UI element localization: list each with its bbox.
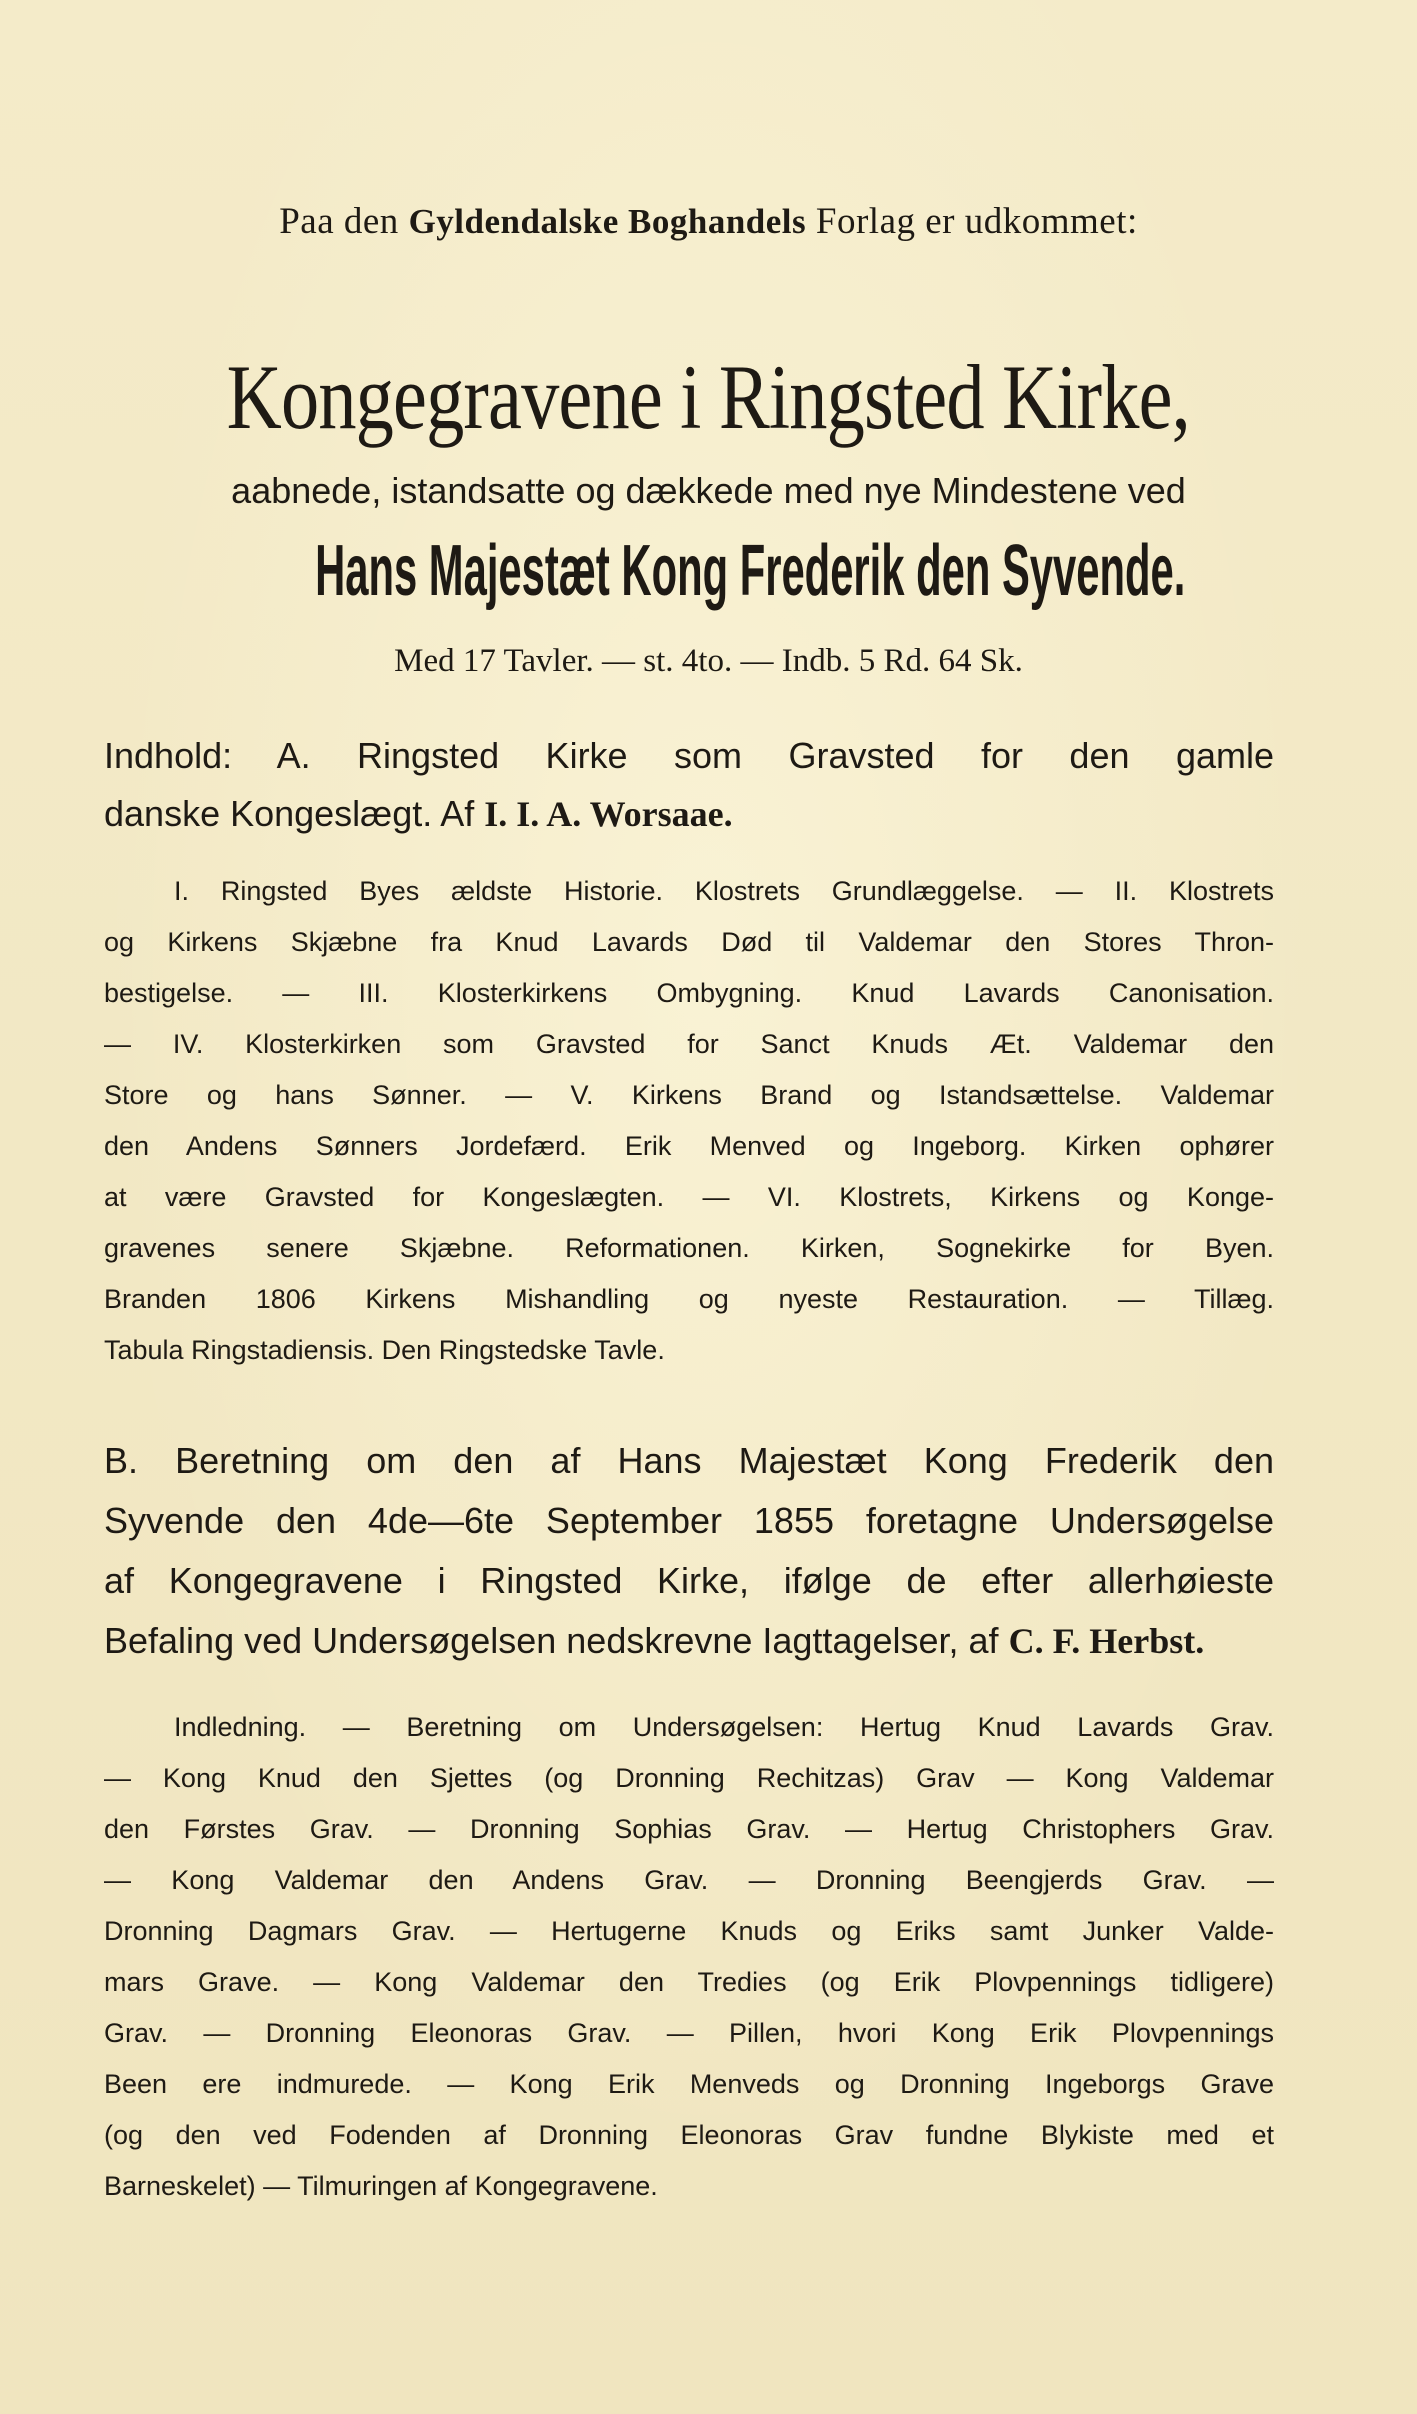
section-a-contents-line: gravenes senere Skjæbne. Reformationen. Kirken, Sognekirke for Byen. (104, 1233, 1274, 1263)
publisher-notice (0, 200, 1417, 243)
section-b-contents-line: — Kong Knud den Sjettes (og Dronning Rechitzas) Grav — Kong Valdemar (104, 1763, 1274, 1793)
section-a-contents-line: Store og hans Sønner. — V. Kirkens Brand og Istandsættelse. Valdemar (104, 1080, 1274, 1110)
section-a-heading-line-2 (104, 793, 1274, 835)
section-b-contents-line: (og den ved Fodenden af Dronning Eleonoras Grav fundne Blykiste med et (104, 2120, 1274, 2150)
section-b-author: C. F. Herbst. (1008, 1621, 1205, 1661)
section-b-contents-line: Indledning. — Beretning om Undersøgelsen: Hertug Knud Lavards Grav. (174, 1712, 1274, 1742)
section-b-contents-line: mars Grave. — Kong Valdemar den Tredies (og Erik Plovpennings tidligere) (104, 1967, 1274, 1997)
section-a-contents-line: at være Gravsted for Kongeslægten. — VI. Klostrets, Kirkens og Konge- (104, 1182, 1274, 1212)
dedication-king (0, 530, 1417, 612)
notice-suffix: Forlag er udkommet: (815, 201, 1138, 242)
section-b-contents-line: Dronning Dagmars Grav. — Hertugerne Knuds og Eriks samt Junker Valde- (104, 1916, 1274, 1946)
section-a-contents-line: Branden 1806 Kirkens Mishandling og nyeste Restauration. — Tillæg. (104, 1284, 1274, 1314)
section-a-heading-line-1: Indhold: A. Ringsted Kirke som Gravsted for den gamle (104, 735, 1274, 776)
edition-details: Med 17 Tavler. — st. 4to. — Indb. 5 Rd. 64 Sk. (394, 643, 1023, 679)
section-b-contents-line: Barneskelet) — Tilmuringen af Kongegravene. (104, 2171, 658, 2201)
book-title (0, 344, 1417, 450)
book-subtitle: aabnede, istandsatte og dækkede med nye Mindestene ved (231, 470, 1186, 511)
book-title-text: Kongegravene i Ringsted Kirke, (226, 346, 1191, 448)
section-b-heading-text: Befaling ved Undersøgelsen nedskrevne Iagttagelser, af (104, 1620, 999, 1661)
section-b-contents-line: — Kong Valdemar den Andens Grav. — Dronning Beengjerds Grav. — (104, 1865, 1274, 1895)
publisher-name: Gyldendalske Boghandels (408, 202, 807, 241)
section-b-contents-line: den Førstes Grav. — Dronning Sophias Grav. — Hertug Christophers Grav. (104, 1814, 1274, 1844)
notice-prefix: Paa den (279, 201, 399, 242)
section-a-contents-line: den Andens Sønners Jordefærd. Erik Menved og Ingeborg. Kirken ophører (104, 1131, 1274, 1161)
section-a-author: I. I. A. Worsaae. (484, 794, 733, 834)
section-a-contents-line: I. Ringsted Byes ældste Historie. Klostrets Grundlæggelse. — II. Klostrets (174, 876, 1274, 906)
section-b-heading-line: B. Beretning om den af Hans Majestæt Kong Frederik den (104, 1440, 1274, 1481)
dedication-king-text: Hans Majestæt Kong Frederik den Syvende. (315, 531, 1186, 611)
section-a-contents-line: — IV. Klosterkirken som Gravsted for Sanct Knuds Æt. Valdemar den (104, 1029, 1274, 1059)
section-a-heading-text: danske Kongeslægt. Af (104, 793, 475, 834)
section-b-contents-line: Grav. — Dronning Eleonoras Grav. — Pillen, hvori Kong Erik Plovpennings (104, 2018, 1274, 2048)
section-b-heading-line-last (104, 1620, 1274, 1662)
section-a-contents-line: bestigelse. — III. Klosterkirkens Ombygning. Knud Lavards Canonisation. (104, 978, 1274, 1008)
section-b-heading-line: af Kongegravene i Ringsted Kirke, ifølge de efter allerhøieste (104, 1560, 1274, 1601)
section-a-contents-line: Tabula Ringstadiensis. Den Ringstedske Tavle. (104, 1335, 665, 1365)
section-b-contents-line: Been ere indmurede. — Kong Erik Menveds og Dronning Ingeborgs Grave (104, 2069, 1274, 2099)
section-a-contents-line: og Kirkens Skjæbne fra Knud Lavards Død til Valdemar den Stores Thron- (104, 927, 1274, 957)
section-b-heading-line: Syvende den 4de—6te September 1855 foretagne Undersøgelse (104, 1500, 1274, 1541)
